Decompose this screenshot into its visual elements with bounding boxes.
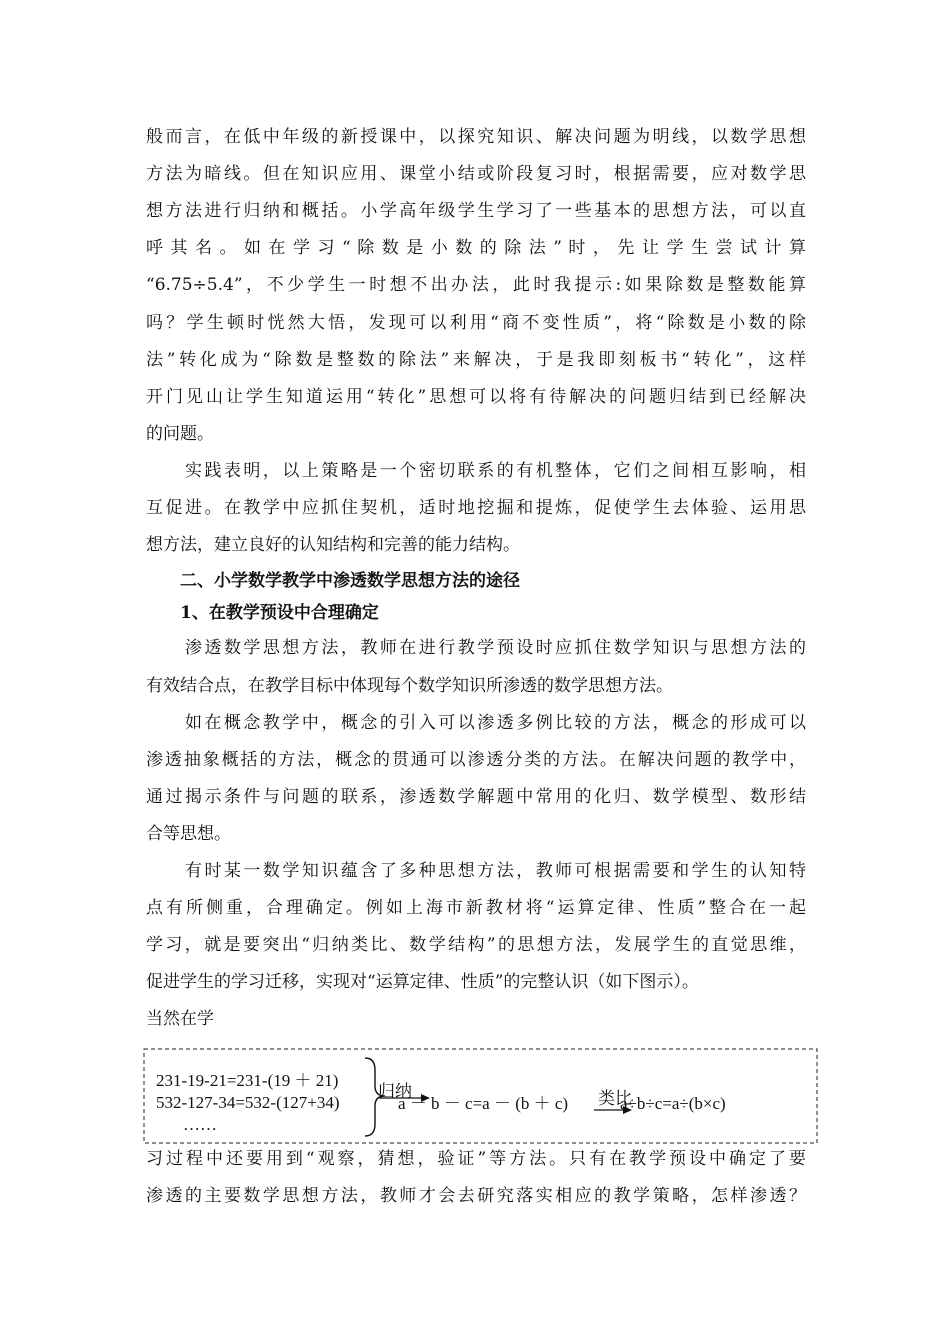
example-ellipsis: …… [183,1115,217,1134]
paragraph-line: 呼 其 名 。 如 在 学 习 “ 除 数 是 小 数 的 除 法 ” 时 ， 先 让 学 生 尝 试 计 算 [146,238,806,258]
subtraction-rule: a － b － c=a － (b ＋ c) [398,1094,569,1113]
paragraph-line: 合等思想。 [146,824,231,844]
paragraph-line: “6.75÷5.4”，不少学生一时想不出办法，此时我提示:如果除数是整数能算 [146,275,806,295]
paragraph-line: 的问题。 [146,424,214,444]
paragraph-line: 通过揭示条件与问题的联系，渗透数学解题中常用的化归、数学模型、数形结 [146,787,806,807]
paragraph-line: 般而言，在低中年级的新授课中，以探究知识、解决问题为明线，以数学思想 [146,127,806,147]
paragraph-line: 方法为暗线。但在知识应用、课堂小结或阶段复习时，根据需要，应对数学思 [146,164,806,184]
example-subtraction-1: 231-19-21=231-(19 ＋ 21) [156,1071,339,1090]
paragraph-line: 实践表明，以上策略是一个密切联系的有机整体，它们之间相互影响，相 [146,461,806,481]
paragraph-line: 促进学生的学习迁移，实现对“运算定律、性质”的完整认识（如下图示）。 [146,972,699,992]
paragraph-line: 点有所侧重，合理确定。例如上海市新教材将“运算定律、性质”整合在一起 [146,898,806,918]
paragraph-line: 渗透数学思想方法，教师在进行教学预设时应抓住数学知识与思想方法的 [146,638,806,658]
operation-law-diagram [143,1048,819,1146]
paragraph-line: 开门见山让学生知道运用“转化”思想可以将有待解决的问题归结到已经解决 [146,387,806,407]
paragraph-line: 如在概念教学中，概念的引入可以渗透多例比较的方法，概念的形成可以 [146,713,806,733]
paragraph-line: 渗透抽象概括的方法，概念的贯通可以渗透分类的方法。在解决问题的教学中， [146,750,806,770]
paragraph-line: 法”转化成为“除数是整数的除法”来解决，于是我即刻板书“转化”，这样 [146,350,806,370]
paragraph-line: 想方法，建立良好的认知结构和完善的能力结构。 [146,535,520,555]
division-rule: a÷b÷c=a÷(b×c) [620,1094,726,1113]
paragraph-line: 想方法进行归纳和概括。小学高年级学生学习了一些基本的思想方法，可以直 [146,201,806,221]
subsection-heading: 1、在教学预设中合理确定 [146,603,379,623]
induction-label: 归纳 [378,1082,412,1101]
paragraph-line: 吗？学生顿时恍然大悟，发现可以利用“商不变性质”，将“除数是小数的除 [146,313,806,333]
paragraph-line: 有效结合点，在教学目标中体现每个数学知识所渗透的数学思想方法。 [146,676,673,696]
paragraph-line: 当然在学 [146,1009,214,1029]
example-subtraction-2: 532-127-34=532-(127+34) [156,1093,340,1112]
paragraph-line: 渗透的主要数学思想方法，教师才会去研究落实相应的教学策略，怎样渗透？ [146,1186,806,1206]
paragraph-line: 互促进。在教学中应抓住契机，适时地挖掘和提炼，促使学生去体验、运用思 [146,498,806,518]
analogy-label: 类比 [598,1089,632,1108]
paragraph-line: 有时某一数学知识蕴含了多种思想方法，教师可根据需要和学生的认知特 [146,861,806,881]
paragraph-line: 学习，就是要突出“归纳类比、数学结构”的思想方法，发展学生的直觉思维， [146,935,806,955]
paragraph-line: 习过程中还要用到“观察，猜想，验证”等方法。只有在教学预设中确定了要 [146,1149,806,1169]
section-heading: 二、小学数学教学中渗透数学思想方法的途径 [146,571,520,591]
